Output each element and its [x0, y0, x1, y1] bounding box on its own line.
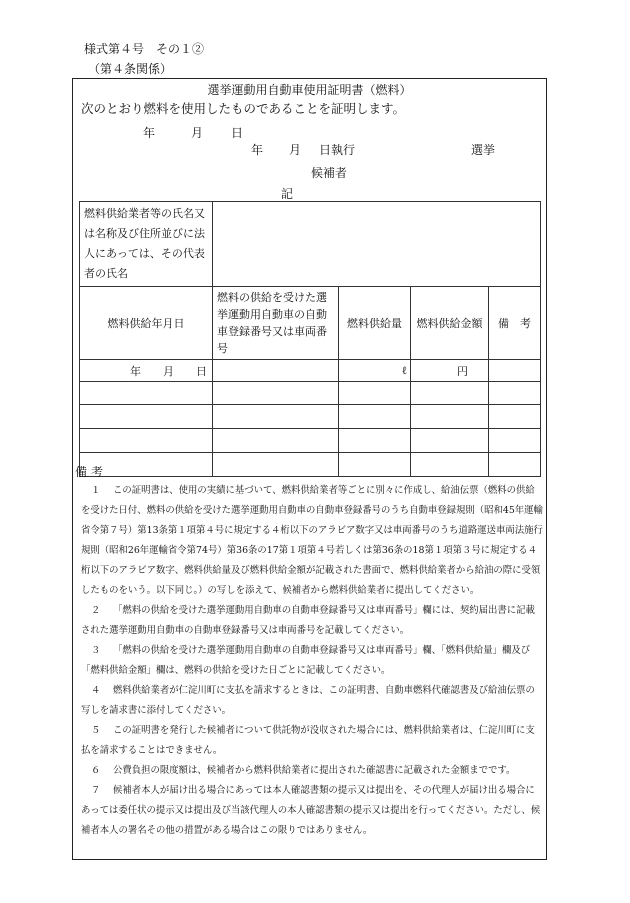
vehicle-number-cell[interactable] [213, 382, 339, 405]
issue-date [143, 124, 243, 141]
note-item [81, 481, 543, 601]
note-text: 「燃料の供給を受けた選挙運動用自動車の自動車登録番号又は車両番号」欄には、契約届出書に記載された選挙運動用自動車の自動車登録番号又は車両番号を記載してください。 [81, 605, 535, 636]
note-item [81, 781, 543, 841]
note-number: ２ [91, 605, 101, 616]
supply-date-header: 燃料供給年月日 [80, 287, 213, 360]
table-row [80, 429, 541, 453]
election-label: 選挙 [471, 143, 496, 157]
issue-date-day: 日 [231, 126, 244, 140]
remarks-cell[interactable] [489, 382, 541, 405]
supply-date-cell[interactable]: 年 月 日 [80, 360, 213, 382]
amount-cell[interactable]: 円 [411, 360, 489, 382]
supplier-label: 燃料供給業者等の氏名又は名称及び住所並びに法人にあっては、その代表者の氏名 [80, 202, 213, 287]
amount-cell[interactable] [411, 429, 489, 453]
vehicle-number-cell[interactable] [213, 429, 339, 453]
remarks-cell[interactable] [489, 429, 541, 453]
notes-title: 備考 [75, 465, 108, 479]
related-article: （第４条関係） [88, 62, 173, 76]
certificate-frame [72, 78, 547, 860]
election-date-year: 年 [251, 143, 264, 157]
note-text: この証明書は、使用の実績に基づいて、燃料供給業者等ごとに別々に作成し、給油伝票（燃料の供給を受けた日付、燃料の供給を受けた選挙運動用自動車の自動車登録番号のうち自動車登録規則（昭和45年運輸省令第７号）第13条第１項第４号に規定する４桁以下のアラビア数字又は車両番号のうち道路運送車両法施行規則（昭和26年運輸省令第74号）第36条の17第１項第４号若しくは第36条の18第１項第３号に規定する４桁以下のアラビア数字、燃料供給量及び燃料供給金額が記載された書面で、燃料供給業者から給油の際に受領したものをいう。以下同じ。）の写しを添えて、候補者から燃料供給業者に提出してください。 [81, 485, 543, 596]
vehicle-number-cell[interactable] [213, 360, 339, 382]
form-number: 様式第４号 その１② [84, 42, 205, 56]
issue-date-month: 月 [191, 126, 204, 140]
vehicle-number-header: 燃料の供給を受けた選挙運動用自動車の自動車登録番号又は車両番号 [213, 287, 339, 360]
note-number: ７ [91, 785, 101, 796]
ki-label: 記 [281, 187, 294, 201]
vehicle-number-cell[interactable] [213, 405, 339, 429]
fuel-supply-table [79, 201, 541, 477]
quantity-header: 燃料供給量 [339, 287, 411, 360]
note-number: ３ [91, 645, 101, 656]
vehicle-number-cell[interactable] [213, 453, 339, 477]
note-number: １ [91, 485, 101, 496]
note-text: 「燃料の供給を受けた選挙運動用自動車の自動車登録番号又は車両番号」欄、「燃料供給量」欄及び「燃料供給金額」欄は、燃料の供給を受けた日ごとに記載してください。 [81, 645, 531, 676]
supplier-row [80, 202, 541, 287]
note-item [81, 641, 543, 681]
table-row [80, 405, 541, 429]
note-number: ４ [91, 685, 101, 696]
note-number: ６ [91, 765, 101, 776]
issue-date-year: 年 [143, 126, 156, 140]
note-text: 候補者本人が届け出る場合にあっては本人確認書類の提示又は提出を、その代理人が届け出る場合にあっては委任状の提示又は提出及び当該代理人の本人確認書類の提示又は提出を行ってください。ただし、候補者本人の署名その他の措置がある場合はこの限りではありません。 [81, 785, 541, 836]
remarks-cell[interactable] [489, 360, 541, 382]
table-row [80, 360, 541, 382]
amount-cell[interactable] [411, 382, 489, 405]
note-text: 燃料供給業者が仁淀川町に支払を請求するときは、この証明書、自動車燃料代確認書及び給油伝票の写しを請求書に添付してください。 [81, 685, 535, 716]
election-date-day: 日執行 [319, 143, 356, 157]
quantity-cell[interactable] [339, 405, 411, 429]
intro-statement: 次のとおり燃料を使用したものであることを証明します。 [81, 101, 406, 116]
remarks-header: 備 考 [489, 287, 541, 360]
note-text: この証明書を発行した候補者について供託物が没収された場合には、燃料供給業者は、仁淀川町に支払を請求することはできません。 [81, 725, 535, 756]
supplier-field[interactable] [213, 202, 541, 287]
notes-list [81, 481, 543, 841]
candidate-label: 候補者 [311, 166, 348, 180]
remarks-cell[interactable] [489, 453, 541, 477]
table-row [80, 453, 541, 477]
note-item [81, 681, 543, 721]
table-row [80, 382, 541, 405]
amount-cell[interactable] [411, 453, 489, 477]
election-date [251, 141, 355, 158]
quantity-cell[interactable]: ℓ [339, 360, 411, 382]
supply-date-cell[interactable] [80, 429, 213, 453]
note-item [81, 601, 543, 641]
supply-date-cell[interactable] [80, 405, 213, 429]
remarks-cell[interactable] [489, 405, 541, 429]
note-text: 公費負担の限度額は、候補者から燃料供給業者に提出された確認書に記載された金額までです。 [113, 765, 516, 776]
note-item [81, 721, 543, 761]
supply-date-cell[interactable] [80, 382, 213, 405]
quantity-cell[interactable] [339, 429, 411, 453]
note-item [81, 761, 543, 781]
header-row [80, 287, 541, 360]
amount-cell[interactable] [411, 405, 489, 429]
quantity-cell[interactable] [339, 382, 411, 405]
election-date-month: 月 [289, 143, 302, 157]
note-number: ５ [91, 725, 101, 736]
quantity-cell[interactable] [339, 453, 411, 477]
amount-header: 燃料供給金額 [411, 287, 489, 360]
document-title: 選挙運動用自動車使用証明書（燃料） [207, 83, 412, 97]
